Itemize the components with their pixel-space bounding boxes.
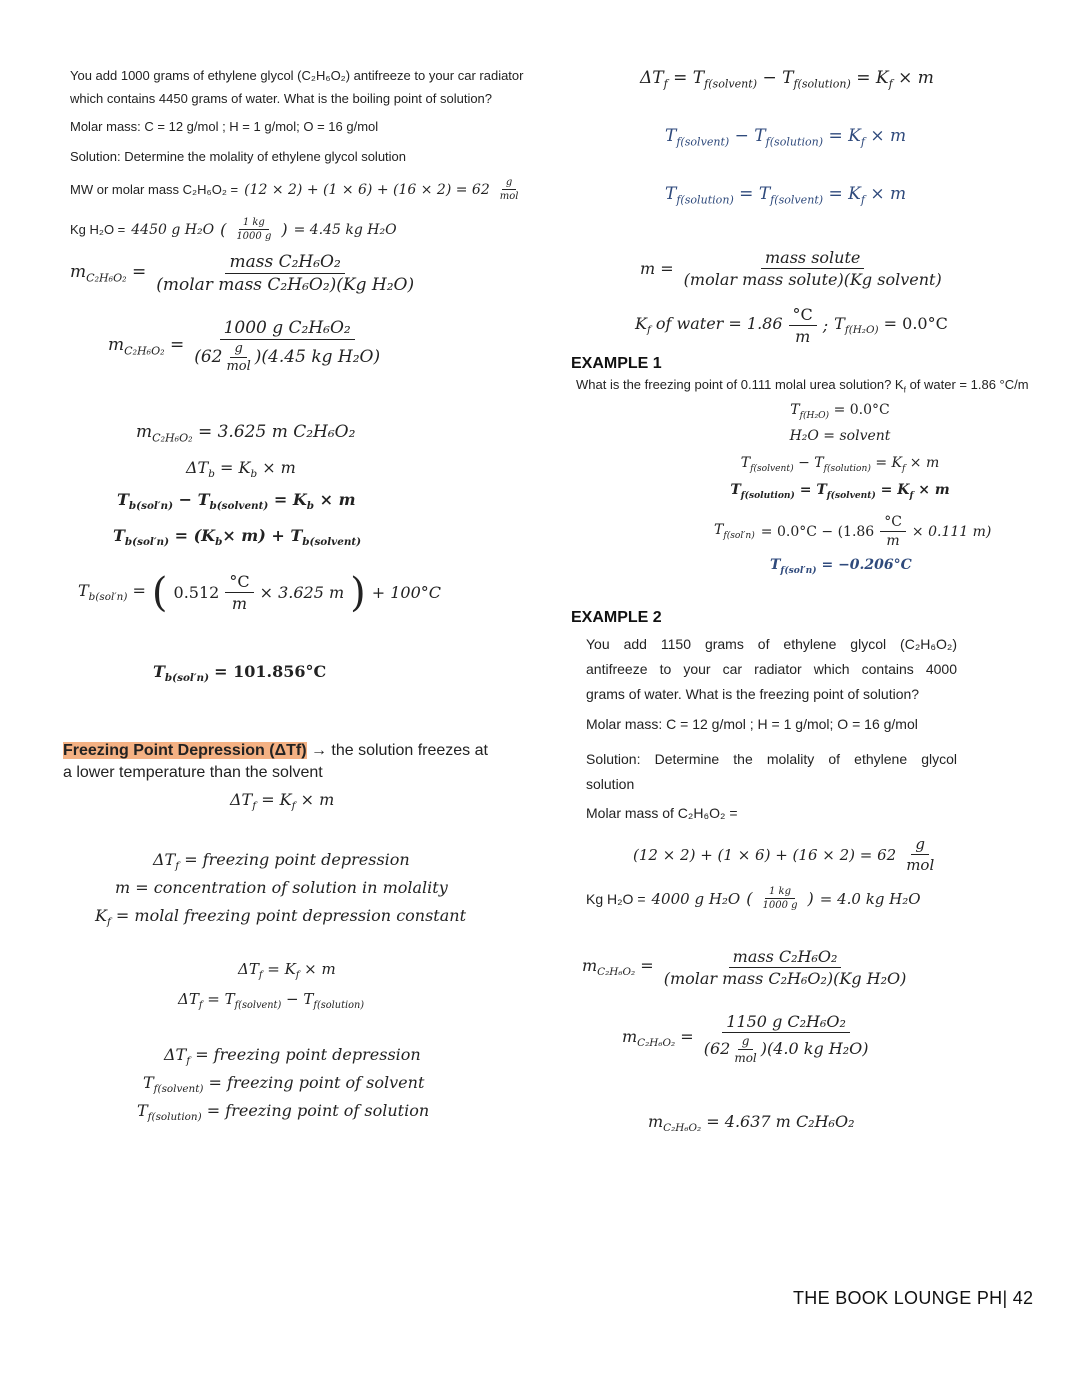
example-2-question: You add 1150 grams of ethylene glycol (C₂H₆O₂) antifreeze to your car radiator which contains 4000 grams of water. What is the freezing point of solution? [586,636,957,702]
mw-label: MW or molar mass C₂H₆O₂ = [70,181,239,197]
fpd-heading-highlight: Freezing Point Depression (ΔTf) [63,742,307,759]
problem-statement [70,67,540,108]
solution-intro: Solution: Determine the molality of ethylene glycol solution [70,149,407,164]
problem-line-2: which contains 4450 grams of water. What is the boiling point of solution? [70,91,493,106]
kg-conversion-fraction: $\frac{1 kg}{1000 g}$ [236,217,272,242]
variable-definitions [95,850,495,934]
tb-solution-equation: $T_{b(sol'n)} = (K_b\times m) + T_{b(solvent)}$ [113,526,362,549]
molar-mass-equation [70,177,522,202]
fpd-section-heading: Freezing Point Depression (ΔTf) → the solution freezes at a lower temperature than the solvent [63,742,488,781]
example-1-solution: $T_{f(H_2O)} = 0.0^\circ C$ H₂O = solvent $T_{f(solvent)} - T_{f(solution)} = K_f \times m$ $T_{f(solution)} = T_{f(solvent)} = K_f \times m$ [730,402,950,501]
example-2-molar-mass: Molar mass: C = 12 g/mol ; H = 1 g/mol; O = 16 g/mol [586,716,918,732]
example-1-question: What is the freezing point of 0.111 molal urea solution? $K_f$ of water = 1.86 °C/m [576,377,1029,395]
mw-unit: $\frac{g}{\text{mol}}$ [499,177,519,202]
problem-line-1: You add 1000 grams of ethylene glycol (C₂H₆O₂) antifreeze to your car radiator [70,68,524,83]
example-2-solution-intro: Solution: Determine the molality of ethylene glycol solution [586,751,957,792]
example-2-molar-mass-calc: (12 × 2) + (1 × 6) + (16 × 2) = 62 $\frac{g}{\text{mol}}$ [633,835,935,874]
mw-expression: (12 × 2) + (1 × 6) + (16 × 2) = 62 [244,181,490,198]
kg-water-equation: Kg H₂O = 4450 g H₂O ( $\frac{1 kg}{1000 g}$ ) = 4.45 kg H₂O [70,217,397,242]
molality-sub-fraction: 1000 g C₂H₆O₂ (62 $\frac{g}{\text{mol}}$ )(4.45 kg H₂O) [194,318,381,374]
tf-definitions: $\Delta T_f$ = freezing point depression $T_{f(solvent)}$ = freezing point of solvent $T_{f(solution)}$ = freezing point of solution [137,1045,430,1124]
molality-fraction: $\frac{\text{mass C₂H₆O₂}}{\text{(molar mass C₂H₆O₂)(Kg H₂O)}}$ [156,252,415,295]
molality-formula: $m_{C_2H_6O_2}$ = $\frac{\text{mass C₂H₆O₂}}{\text{(molar mass C₂H₆O₂)(Kg H₂O)}}$ [70,252,418,295]
example-2-molar-mass-label: Molar mass of C₂H₆O₂ = [586,805,738,821]
delta-tf-equation: $\Delta T_f = K_f \times m$ [230,790,335,813]
tf-difference-equation: $T_{f(solvent)} - T_{f(solution)} = K_f \times m$ [665,126,907,149]
example-2-molality-result: $m_{C_2H_6O_2} = 4.637$ m C₂H₆O₂ [648,1112,855,1135]
tb-result: $T_{b(sol'n)} = 101.856^\circ C$ [153,662,327,685]
tf-solution-equation: $T_{f(solution)} = T_{f(solvent)} = K_f \times m$ [665,184,907,207]
tf-general-equation: $\Delta T_f = T_{f(solvent)} - T_{f(solution)} = K_f \times m$ [640,68,934,91]
kf-water-constant: $K_f$ of water = 1.86 $\frac{^\circ C}{m}$ ; $T_{f(H_2O)} = 0.0^\circ C$ [635,305,948,346]
molality-definition: m = $\frac{\text{mass solute}}{\text{(molar mass solute)(Kg solvent)}}$ [640,248,942,289]
molality-substitution: $m_{C_2H_6O_2}$ = 1000 g C₂H₆O₂ (62 $\frac{g}{\text{mol}}$ )(4.45 kg H₂O) [108,318,384,374]
kg-label: Kg H₂O = [70,221,126,237]
definition-delta-tf: $\Delta T_f$ = freezing point depression [153,850,410,873]
delta-tb-equation: $\Delta T_b = K_b \times m$ [186,458,296,481]
page-footer [793,1288,1033,1309]
example-2-kg-water: Kg H₂O = 4000 g H₂O ( $\frac{1 kg}{1000 g}$ ) = 4.0 kg H₂O [586,886,921,911]
tb-difference-equation: $T_{b(sol'n)} - T_{b(solvent)} = K_b \times m$ [117,490,356,513]
definition-kf: $K_f$ = molal freezing point depression constant [95,906,467,929]
molar-mass-line: Molar mass: C = 12 g/mol ; H = 1 g/mol; O = 16 g/mol [70,119,379,134]
kg-expr-a: 4450 g H₂O [131,221,215,238]
page-number: 42 [1012,1288,1034,1308]
example-1-title: EXAMPLE 1 [571,355,662,372]
definition-m: m = concentration of solution in molality [115,878,448,897]
footer-separator: | [1002,1288,1008,1308]
delta-tf-formulas: $\Delta T_f = K_f \times m$ $\Delta T_f = T_{f(solvent)} - T_{f(solution)}$ [178,960,365,1011]
tb-calculation: $T_{b(sol'n)}$ = ( 0.512 $\frac{^\circ C}{m}$ × 3.625 m ) + 100°C [78,569,442,616]
footer-brand: THE BOOK LOUNGE PH [793,1288,1003,1308]
example-1-calculation: $T_{f(sol'n)}$ = 0.0°C − (1.86 $\frac{^\circ C}{m}$ × 0.111 m) [714,514,992,549]
molality-result: $m_{C_2H_6O_2} = 3.625$ m C₂H₆O₂ [136,422,356,445]
arrow-icon: → [310,742,327,759]
example-2-molality-substitution: $m_{C_2H_6O_2}$ = 1150 g C₂H₆O₂ (62 $\frac{g}{\text{mol}}$ )(4.0 kg H₂O) [622,1012,869,1065]
example-1-result: $T_{f(sol'n)} = -0.206^\circ C$ [770,557,912,576]
example-2-molality-formula: $m_{C_2H_6O_2}$ = $\frac{\text{mass C₂H₆O₂}}{\text{(molar mass C₂H₆O₂)(Kg H₂O)}}$ [582,947,907,988]
example-2-title: EXAMPLE 2 [571,609,662,626]
kg-expr-b: = 4.45 kg H₂O [293,221,397,238]
